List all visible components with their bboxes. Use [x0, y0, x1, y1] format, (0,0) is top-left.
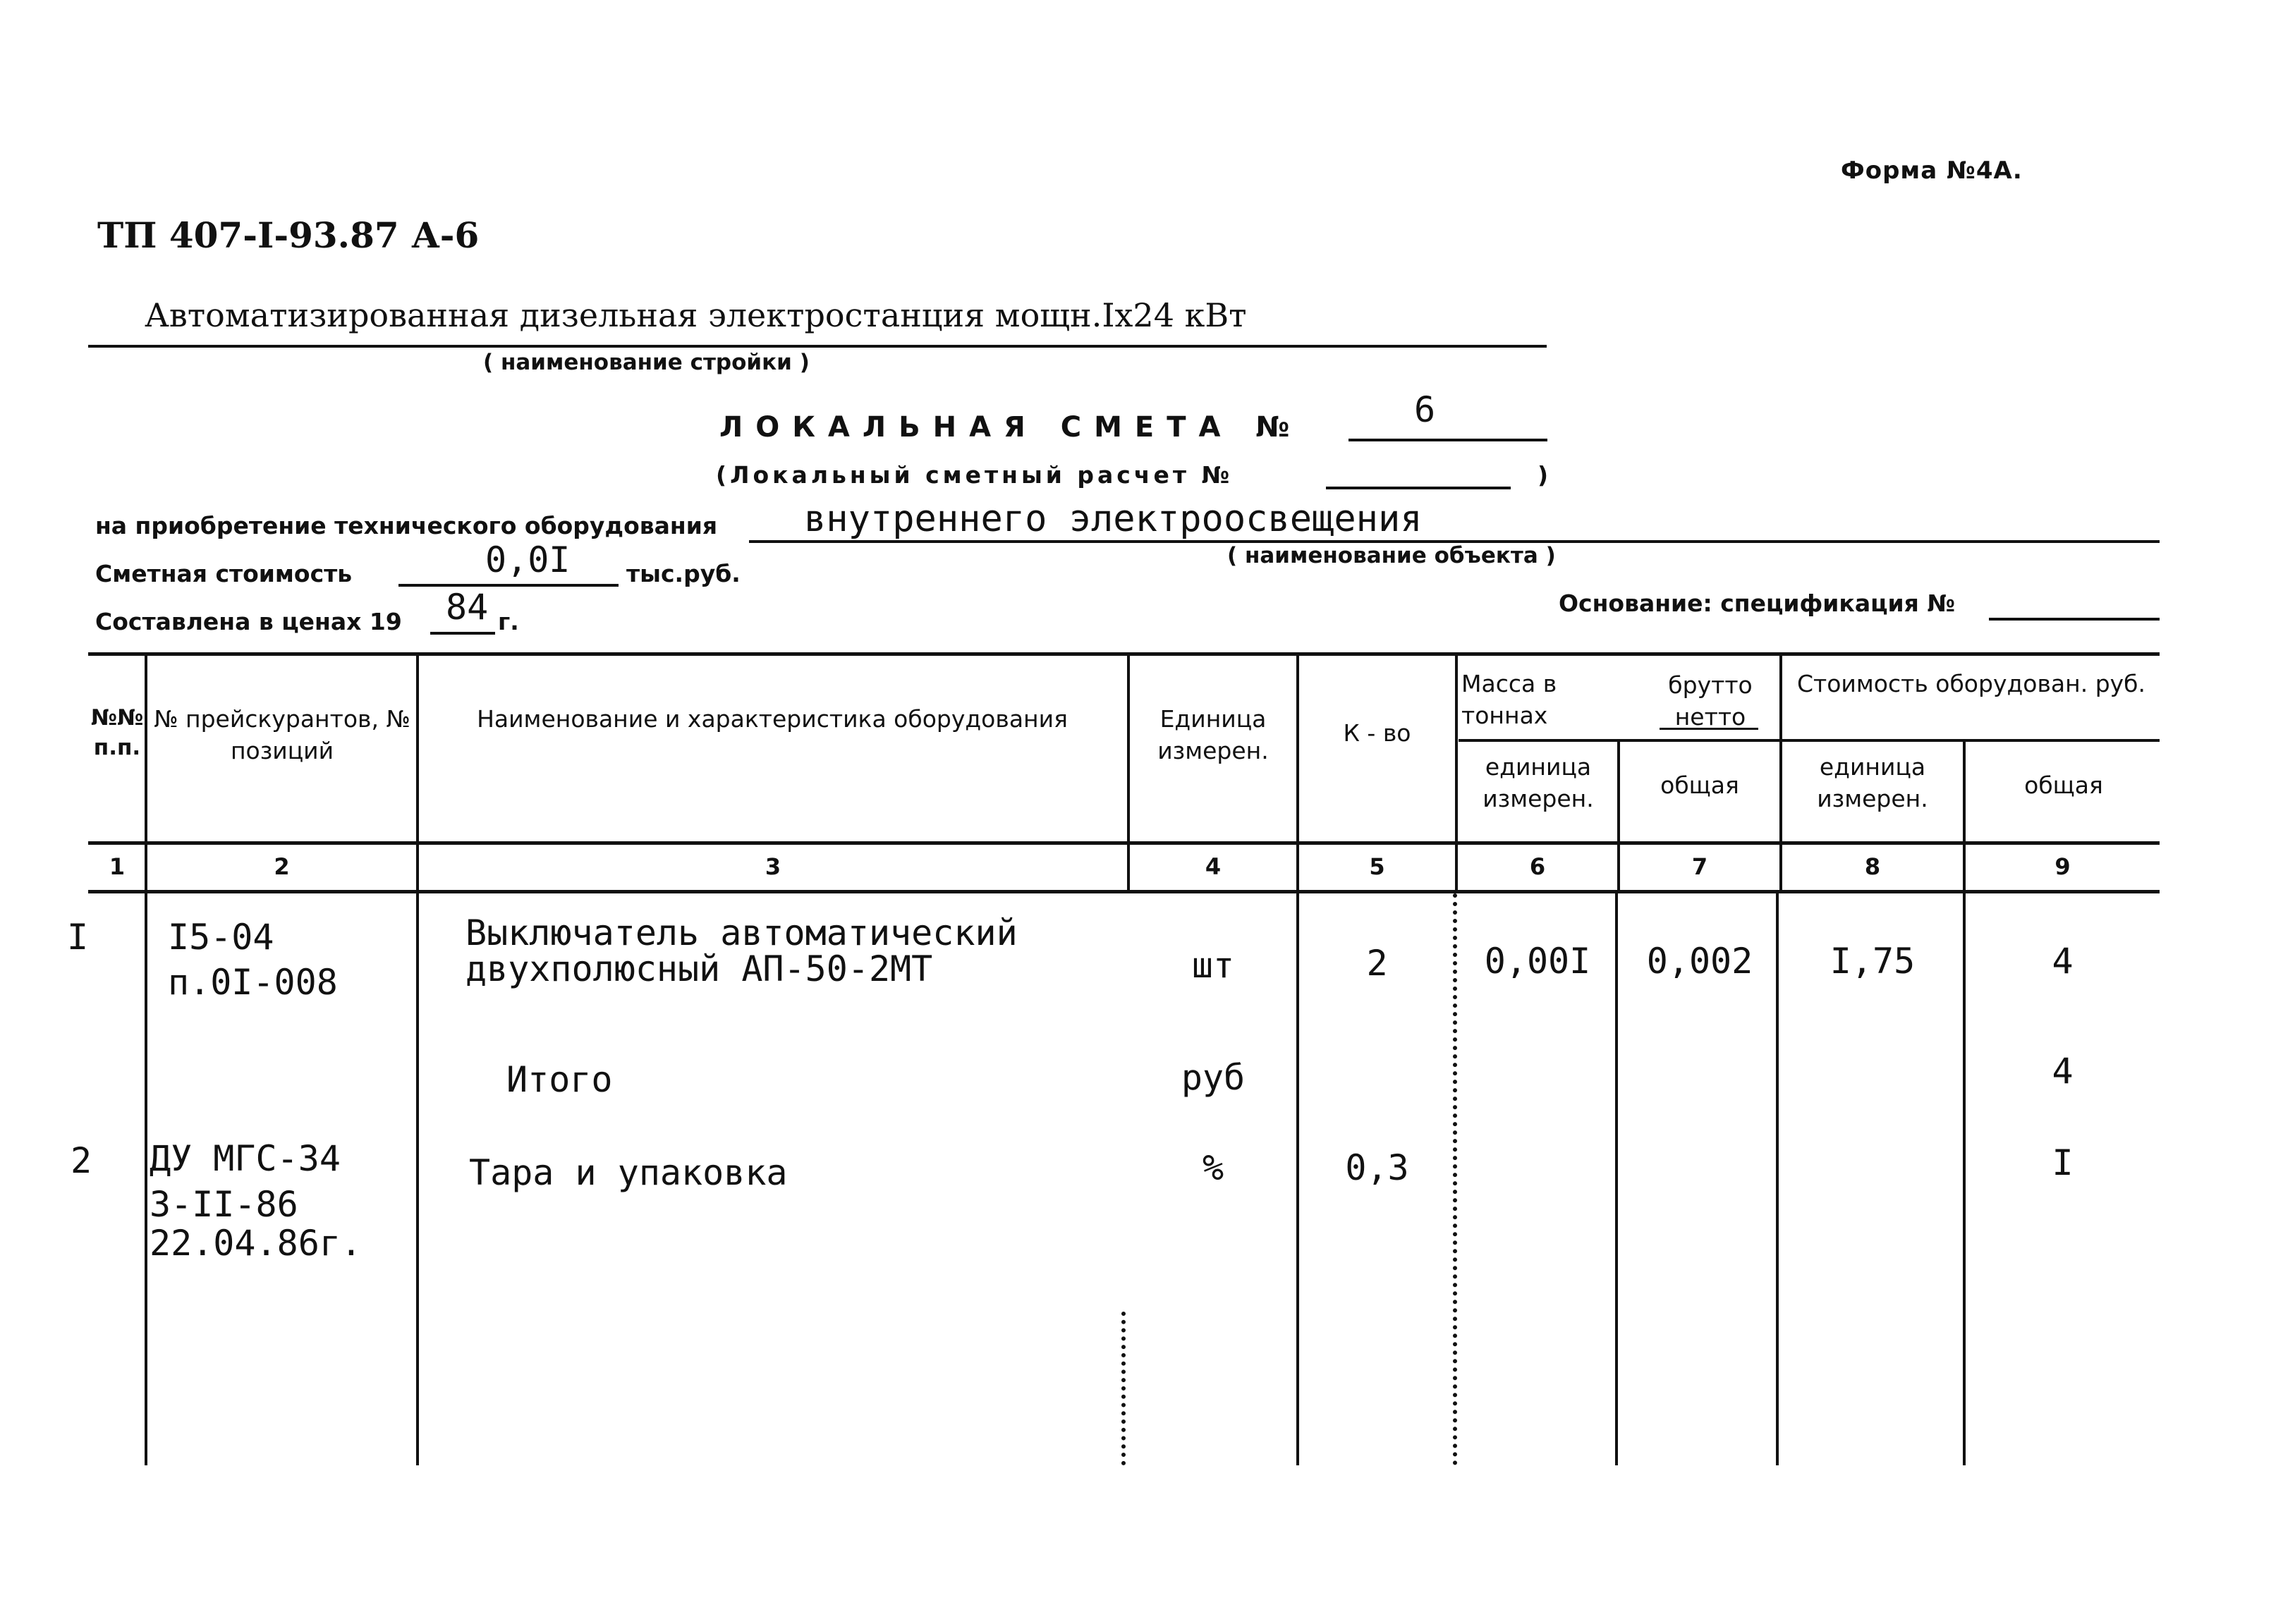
colnum-8: 8: [1864, 853, 1881, 880]
project-name: Автоматизированная дизельная электростанция мощн.Iх24 кВт: [145, 296, 1247, 334]
calc-close: ): [1538, 461, 1552, 489]
row1-cost-unit: I,75: [1830, 941, 1916, 982]
cost-unit: тыс.руб.: [626, 560, 741, 587]
smeta-title: ЛОКАЛЬНАЯ СМЕТА №: [719, 411, 1303, 444]
header-bottom-border: [88, 841, 2160, 845]
colnum-2: 2: [274, 853, 290, 880]
prices-year: 84: [446, 587, 489, 628]
row2-num: 2: [71, 1140, 92, 1181]
header-col6: единица измерен.: [1483, 753, 1594, 812]
row1-mass-total: 0,002: [1646, 941, 1753, 982]
col-divider-1: [145, 656, 147, 1465]
header-col8: единица измерен.: [1817, 753, 1928, 812]
header-col9: общая: [2024, 771, 2103, 799]
row1-cost-total: 4: [2052, 941, 2074, 982]
prices-label: Составлена в ценах 19: [95, 608, 402, 635]
prices-year-underline: [430, 632, 495, 635]
row2-ref-line2: 3-II-86: [150, 1184, 298, 1225]
smeta-number: 6: [1414, 389, 1436, 430]
row2-name: Тара и упаковка: [469, 1152, 788, 1193]
colnum-4: 4: [1205, 853, 1222, 880]
header-col3: Наименование и характеристика оборудования: [477, 705, 1068, 733]
body-divider-3: [1121, 1312, 1126, 1465]
colnum-3: 3: [765, 853, 781, 880]
row1-name-line1: Выключатель автоматический: [465, 912, 1018, 953]
project-name-underline: [88, 345, 1547, 348]
header-mass: Масса в тоннах: [1461, 670, 1557, 729]
object-caption: ( наименование объекта ): [1227, 543, 1556, 568]
row1-ref-line2: п.0I-008: [168, 962, 338, 1003]
row1-name-line2: двухполюсный АП-50-2МТ: [465, 948, 933, 989]
total-label: Итого: [506, 1059, 613, 1100]
document-code: ТП 407-I-93.87 А-6: [97, 214, 480, 256]
row2-qty: 0,3: [1345, 1147, 1409, 1188]
row1-num: I: [67, 917, 89, 958]
header-col4: Единица измерен.: [1157, 705, 1269, 764]
cost-value: 0,0I: [485, 539, 571, 580]
table-top-border: [88, 652, 2160, 656]
col-divider-2: [416, 656, 419, 1465]
calc-number-underline: [1326, 487, 1511, 489]
colnum-9: 9: [2054, 853, 2071, 880]
row2-ref-line1: ДУ МГС-34: [150, 1138, 341, 1179]
smeta-number-underline: [1349, 439, 1547, 441]
total-unit: руб: [1181, 1057, 1246, 1098]
colnum-1: 1: [109, 853, 126, 880]
header-col5: К - во: [1343, 719, 1411, 747]
colnum-7: 7: [1691, 853, 1708, 880]
purpose-value: внутреннего электроосвещения: [804, 498, 1423, 540]
header-brutto: брутто: [1668, 671, 1753, 699]
header-cost: Стоимость оборудован. руб.: [1796, 670, 2146, 697]
subheader-divider: [1459, 739, 2160, 742]
purpose-label: на приобретение технического оборудования: [95, 512, 718, 539]
form-label: Форма №4А.: [1841, 157, 2023, 185]
cost-underline: [398, 584, 619, 587]
cost-label: Сметная стоимость: [95, 560, 353, 587]
header-col7: общая: [1660, 771, 1739, 799]
colnum-5: 5: [1369, 853, 1385, 880]
row2-unit: %: [1202, 1147, 1224, 1188]
colnum-bottom-border: [88, 890, 2160, 893]
calc-label: (Локальный сметный расчет №: [716, 461, 1234, 489]
basis-underline: [1989, 618, 2160, 621]
row2-cost-total: I: [2052, 1142, 2074, 1183]
row1-qty: 2: [1366, 943, 1388, 984]
prices-suffix: г.: [498, 608, 519, 635]
total-cost: 4: [2052, 1051, 2074, 1092]
basis-label: Основание: спецификация №: [1559, 590, 1956, 617]
row1-mass-unit: 0,00I: [1484, 941, 1591, 982]
header-col1: №№ п.п.: [90, 705, 144, 760]
header-col2: № прейскурантов, № позиций: [154, 705, 410, 764]
row1-ref-line1: I5-04: [168, 917, 274, 958]
header-netto: нетто: [1674, 703, 1746, 731]
project-caption: ( наименование стройки ): [483, 350, 810, 375]
row2-ref-line3: 22.04.86г.: [150, 1223, 363, 1264]
row1-unit: шт: [1191, 945, 1235, 986]
colnum-6: 6: [1529, 853, 1546, 880]
